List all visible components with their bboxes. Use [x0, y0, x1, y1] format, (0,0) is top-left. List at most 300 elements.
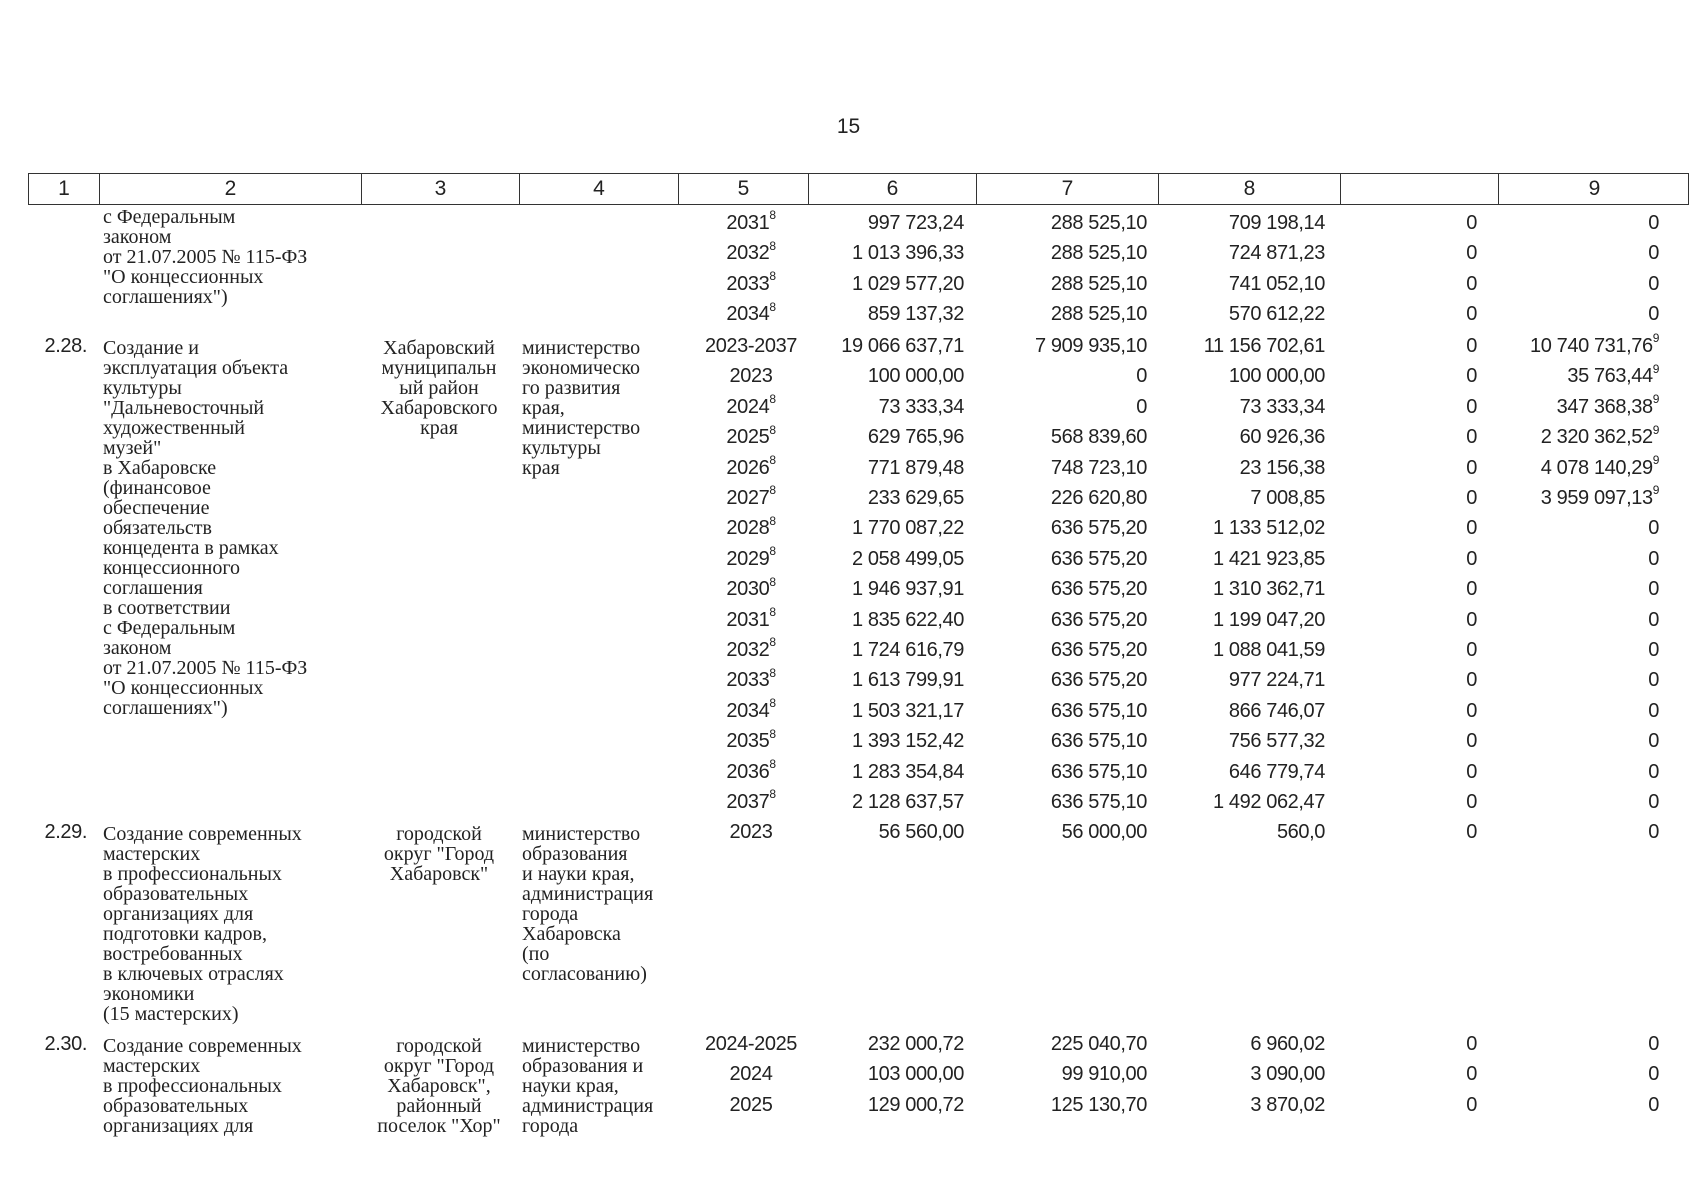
federal-cell-value: 636 575,20: [1050, 547, 1147, 570]
footnote-marker: 8: [769, 238, 776, 253]
footnote-marker: 8: [769, 269, 776, 284]
federal-cell: [990, 396, 1147, 419]
local-cell-value: 0: [1466, 699, 1477, 722]
regional-cell-value: 1 310 362,71: [1213, 578, 1325, 601]
total-cell-value: 859 137,32: [867, 303, 964, 326]
total-cell: [810, 1094, 964, 1117]
location-cell-line: ый район: [399, 377, 479, 399]
year-cell-value: 2032: [726, 242, 770, 265]
table-row: [0, 787, 1697, 821]
year-cell-value: 2031: [726, 212, 770, 234]
total-cell-value: 1 724 616,79: [852, 639, 964, 661]
year-cell: [689, 756, 813, 784]
header-col-7: 7: [976, 174, 1158, 204]
regional-cell: [1170, 609, 1325, 632]
regional-cell-value: 23 156,38: [1239, 456, 1325, 479]
local-cell: [1330, 791, 1477, 814]
description-cell-line: "О концессионных: [103, 677, 264, 699]
location-cell-line: городской: [396, 823, 482, 845]
other-cell-value: 0: [1648, 547, 1659, 570]
location-cell-line: края: [420, 417, 458, 439]
local-cell-value: 0: [1466, 791, 1477, 813]
year-cell-value: 2023-2037: [704, 335, 798, 357]
year-cell-value: 2035: [726, 730, 770, 753]
year-cell: [689, 513, 813, 540]
total-cell-value: 1 503 321,17: [852, 699, 964, 722]
table-row: [0, 238, 1697, 272]
total-cell-value: 997 723,24: [867, 212, 964, 234]
footnote-marker: 8: [769, 208, 776, 223]
footnote-marker: 8: [769, 544, 776, 559]
other-cell: [1490, 273, 1659, 296]
total-cell-value: 771 879,48: [867, 456, 964, 479]
year-cell: [689, 696, 813, 723]
location-cell-line: районный: [396, 1095, 482, 1117]
table-row: [0, 635, 1697, 669]
other-cell: [1490, 361, 1659, 388]
table-row: [0, 452, 1697, 487]
total-cell-value: 129 000,72: [867, 1093, 964, 1116]
total-cell: [810, 1033, 964, 1056]
other-cell: [1490, 242, 1659, 265]
description-cell-line: музей": [103, 437, 162, 459]
regional-cell: [1170, 396, 1325, 419]
regional-cell-value: 11 156 702,61: [1203, 335, 1325, 357]
federal-cell: [990, 1063, 1147, 1086]
table-row: [0, 208, 1697, 242]
federal-cell: [990, 791, 1147, 814]
other-cell: [1490, 392, 1659, 419]
total-cell-value: 56 560,00: [878, 821, 964, 843]
local-cell-value: 0: [1466, 365, 1477, 388]
local-cell-value: 0: [1466, 456, 1477, 479]
footnote-marker: 9: [1652, 392, 1659, 407]
federal-cell-value: 636 575,20: [1050, 608, 1147, 631]
footnote-marker: 9: [1652, 361, 1659, 376]
other-cell: [1490, 1094, 1659, 1117]
description-cell-line: организациях для: [103, 903, 254, 925]
year-cell: [689, 422, 813, 449]
description-cell-line: в профессиональных: [103, 1075, 282, 1097]
federal-cell: [990, 730, 1147, 753]
regional-cell-value: 756 577,32: [1228, 730, 1325, 753]
year-cell-value: 2036: [726, 760, 770, 783]
year-cell: [689, 544, 813, 571]
regional-cell: [1170, 335, 1325, 358]
executor-cell-line: и науки края,: [522, 863, 635, 885]
federal-cell-value: 125 130,70: [1050, 1093, 1147, 1116]
regional-cell-value: 3 870,02: [1250, 1093, 1325, 1116]
footnote-marker: 8: [769, 665, 776, 680]
federal-cell-value: 636 575,20: [1050, 517, 1147, 540]
table-row: [0, 821, 1697, 851]
total-cell: [810, 273, 964, 296]
year-cell-value: 2024: [726, 395, 770, 418]
header-col-3: 3: [361, 174, 519, 204]
federal-cell: [990, 242, 1147, 265]
location-cell-line: Хабаровского: [380, 397, 498, 419]
year-cell: [689, 665, 813, 692]
federal-cell: [990, 487, 1147, 510]
location-cell-line: округ "Город: [383, 843, 495, 865]
year-cell-value: 2027: [726, 487, 770, 509]
regional-cell: [1170, 578, 1325, 601]
other-cell-value: 0: [1648, 1093, 1659, 1116]
local-cell-value: 0: [1466, 517, 1477, 540]
other-cell-value: 0: [1648, 272, 1659, 295]
year-cell: [689, 1033, 813, 1056]
year-cell: [689, 208, 813, 235]
local-cell: [1330, 242, 1477, 265]
description-cell-line: соглашениях"): [103, 286, 228, 308]
other-cell: [1490, 730, 1659, 753]
local-cell: [1330, 700, 1477, 723]
local-cell: [1330, 396, 1477, 419]
regional-cell: [1170, 242, 1325, 265]
total-cell: [810, 730, 964, 753]
local-cell: [1330, 487, 1477, 510]
total-cell: [810, 700, 964, 723]
location-cell-line: муниципальн: [381, 357, 497, 379]
total-cell-value: 1 770 087,22: [852, 517, 964, 540]
year-cell-value: 2031: [726, 608, 770, 631]
year-cell-value: 2023: [729, 821, 773, 843]
local-cell-value: 0: [1466, 1033, 1477, 1055]
description-cell-line: Создание и: [103, 337, 199, 359]
executor-cell-line: министерство: [522, 337, 641, 359]
footnote-marker: 8: [769, 513, 776, 528]
regional-cell: [1170, 303, 1325, 326]
year-cell-value: 2029: [726, 547, 770, 570]
table-row: [0, 544, 1697, 578]
year-cell-value: 2028: [726, 517, 770, 540]
federal-cell: [990, 273, 1147, 296]
description-cell-line: в соответствии: [103, 597, 231, 619]
executor-cell-line: экономическо: [522, 357, 640, 379]
local-cell-value: 0: [1466, 1063, 1477, 1086]
other-cell-value: 0: [1648, 608, 1659, 631]
federal-cell: [990, 548, 1147, 571]
local-cell-value: 0: [1466, 547, 1477, 570]
total-cell: [810, 212, 964, 235]
regional-cell: [1170, 1033, 1325, 1056]
total-cell-value: 2 128 637,57: [852, 791, 964, 813]
total-cell-value: 629 765,96: [867, 426, 964, 449]
federal-cell: [990, 212, 1147, 235]
location-cell-line: округ "Город: [383, 1055, 495, 1077]
executor-cell-line: края: [522, 457, 560, 479]
description-cell-line: обязательств: [103, 517, 212, 539]
local-cell-value: 0: [1466, 242, 1477, 265]
footnote-marker: 8: [769, 483, 776, 498]
description-cell-line: от 21.07.2005 № 115-ФЗ: [103, 657, 308, 679]
description-cell-line: образовательных: [103, 1095, 249, 1117]
local-cell: [1330, 761, 1477, 784]
other-cell: [1490, 791, 1659, 814]
other-cell-value: 4 078 140,29: [1540, 456, 1653, 479]
total-cell-value: 232 000,72: [867, 1033, 964, 1055]
federal-cell-value: 7 909 935,10: [1035, 335, 1147, 357]
total-cell: [810, 242, 964, 265]
header-col-9: 9: [1498, 174, 1690, 204]
total-cell: [810, 669, 964, 692]
executor-cell-line: города: [522, 1115, 579, 1137]
header-col-4: 4: [519, 174, 678, 204]
total-cell: [810, 791, 964, 814]
local-cell: [1330, 517, 1477, 540]
header-col-blank: [1340, 174, 1498, 204]
description-cell-line: законом: [103, 226, 172, 248]
description-cell-line: востребованных: [103, 943, 243, 965]
description-cell-line: мастерских: [103, 1055, 201, 1077]
regional-cell-value: 60 926,36: [1239, 426, 1325, 449]
regional-cell: [1170, 212, 1325, 235]
local-cell-value: 0: [1466, 212, 1477, 234]
regional-cell-value: 7 008,85: [1250, 487, 1325, 509]
regional-cell-value: 709 198,14: [1228, 212, 1325, 234]
description-cell-line: концедента в рамках: [103, 537, 279, 559]
year-cell: [689, 365, 813, 388]
other-cell-value: 0: [1648, 791, 1659, 813]
footnote-marker: 8: [769, 422, 776, 437]
local-cell-value: 0: [1466, 1093, 1477, 1116]
other-cell-value: 0: [1648, 212, 1659, 234]
total-cell-value: 103 000,00: [867, 1063, 964, 1086]
table-row: [0, 422, 1697, 459]
total-cell-value: 19 066 637,71: [841, 335, 964, 357]
regional-cell-value: 570 612,22: [1228, 303, 1325, 326]
total-cell: [810, 303, 964, 326]
federal-cell-value: 636 575,10: [1050, 730, 1147, 753]
table-row: [0, 392, 1697, 426]
year-cell-value: 2024: [729, 1063, 773, 1086]
federal-cell: [990, 639, 1147, 662]
footnote-marker: 9: [1652, 452, 1659, 467]
table-row: [0, 1063, 1697, 1093]
federal-cell: [990, 578, 1147, 601]
federal-cell-value: 288 525,10: [1050, 272, 1147, 295]
executor-cell-line: министерство: [522, 823, 641, 845]
year-cell: [689, 821, 813, 844]
table-row: [0, 574, 1697, 608]
total-cell: [810, 609, 964, 632]
executor-cell-line: образования: [522, 843, 628, 865]
local-cell-value: 0: [1466, 272, 1477, 295]
table-row: [0, 1033, 1697, 1063]
table-row: [0, 696, 1697, 730]
federal-cell-value: 0: [1136, 395, 1147, 418]
other-cell-value: 0: [1648, 1033, 1659, 1055]
local-cell-value: 0: [1466, 730, 1477, 753]
regional-cell: [1170, 821, 1325, 844]
local-cell-value: 0: [1466, 639, 1477, 661]
local-cell: [1330, 212, 1477, 235]
total-cell: [810, 639, 964, 662]
description-cell-line: концессионного: [103, 557, 241, 579]
description-cell-line: с Федеральным: [103, 206, 236, 228]
total-cell: [810, 457, 964, 480]
federal-cell: [990, 821, 1147, 844]
federal-cell-value: 226 620,80: [1050, 487, 1147, 509]
footnote-marker: 8: [769, 635, 776, 650]
table-row: [0, 513, 1697, 547]
regional-cell: [1170, 517, 1325, 540]
regional-cell: [1170, 426, 1325, 449]
federal-cell: [990, 1094, 1147, 1117]
header-col-6: 6: [808, 174, 976, 204]
local-cell-value: 0: [1466, 669, 1477, 692]
executor-cell-line: Хабаровска: [522, 923, 621, 945]
header-col-5: 5: [678, 174, 808, 204]
footnote-marker: 8: [769, 604, 776, 619]
regional-cell: [1170, 761, 1325, 784]
regional-cell: [1170, 700, 1325, 723]
local-cell: [1330, 426, 1477, 449]
description-cell-line: "О концессионных: [103, 266, 264, 288]
total-cell-value: 1 013 396,33: [852, 242, 964, 265]
location-cell-line: Хабаровск",: [387, 1075, 491, 1097]
regional-cell-value: 741 052,10: [1228, 272, 1325, 295]
federal-cell: [990, 365, 1147, 388]
other-cell-value: 0: [1648, 578, 1659, 601]
year-cell-value: 2032: [726, 639, 770, 661]
local-cell-value: 0: [1466, 303, 1477, 326]
year-cell: [689, 574, 813, 601]
total-cell: [810, 335, 964, 358]
local-cell: [1330, 548, 1477, 571]
local-cell: [1330, 639, 1477, 662]
year-cell-value: 2030: [726, 578, 770, 601]
year-cell: [689, 452, 813, 480]
footnote-marker: 9: [1652, 331, 1659, 346]
year-cell-value: 2034: [726, 699, 770, 722]
other-cell-value: 0: [1648, 669, 1659, 692]
federal-cell: [990, 669, 1147, 692]
item-index: 2.29.: [44, 821, 87, 843]
location-cell-line: Хабаровск": [389, 863, 489, 885]
local-cell: [1330, 365, 1477, 388]
year-cell: [689, 635, 813, 662]
other-cell: [1490, 483, 1659, 510]
other-cell: [1490, 761, 1659, 784]
location-cell-line: Хабаровский: [383, 337, 495, 359]
year-cell-value: 2033: [726, 669, 770, 692]
local-cell: [1330, 821, 1477, 844]
other-cell-value: 2 320 362,52: [1540, 426, 1653, 449]
total-cell-value: 1 393 152,42: [852, 730, 964, 753]
local-cell-value: 0: [1466, 487, 1477, 509]
total-cell-value: 73 333,34: [878, 395, 964, 418]
other-cell: [1490, 517, 1659, 540]
table-row: [0, 299, 1697, 333]
regional-cell-value: 1 088 041,59: [1213, 639, 1325, 661]
regional-cell: [1170, 487, 1325, 510]
footnote-marker: 8: [769, 452, 776, 467]
item-index: 2.28.: [44, 335, 87, 357]
local-cell: [1330, 303, 1477, 326]
year-cell: [689, 335, 813, 358]
executor-cell-line: министерство: [522, 417, 641, 439]
description-cell-line: (15 мастерских): [103, 1003, 239, 1025]
other-cell: [1490, 700, 1659, 723]
executor-cell-line: образования и: [522, 1055, 644, 1077]
header-col-1: 1: [58, 177, 70, 200]
federal-cell-value: 0: [1136, 365, 1147, 388]
local-cell: [1330, 273, 1477, 296]
regional-cell-value: 1 421 923,85: [1213, 547, 1325, 570]
federal-cell: [990, 517, 1147, 540]
regional-cell: [1170, 1094, 1325, 1117]
description-cell-line: от 21.07.2005 № 115-ФЗ: [103, 246, 308, 268]
year-cell-value: 2037: [726, 791, 770, 813]
total-cell: [810, 426, 964, 449]
federal-cell-value: 636 575,20: [1050, 639, 1147, 661]
local-cell-value: 0: [1466, 578, 1477, 601]
location-cell-line: поселок "Хор": [377, 1115, 501, 1137]
description-cell-line: образовательных: [103, 883, 249, 905]
other-cell-value: 347 368,38: [1556, 395, 1653, 418]
year-cell: [689, 726, 813, 753]
total-cell: [810, 548, 964, 571]
other-cell: [1490, 452, 1659, 480]
other-cell: [1490, 1033, 1659, 1056]
federal-cell: [990, 426, 1147, 449]
regional-cell-value: 866 746,07: [1228, 699, 1325, 722]
header-col-8: 8: [1158, 174, 1340, 204]
other-cell-value: 0: [1648, 639, 1659, 661]
total-cell: [810, 487, 964, 510]
federal-cell-value: 56 000,00: [1061, 821, 1147, 843]
year-cell-value: 2033: [726, 272, 770, 295]
total-cell-value: 100 000,00: [867, 365, 964, 388]
other-cell-value: 0: [1648, 730, 1659, 753]
federal-cell: [990, 609, 1147, 632]
local-cell: [1330, 578, 1477, 601]
description-cell-line: законом: [103, 637, 172, 659]
federal-cell-value: 636 575,10: [1050, 791, 1147, 813]
description-cell-line: "Дальневосточный: [103, 397, 265, 419]
other-cell: [1490, 669, 1659, 692]
footnote-marker: 8: [769, 392, 776, 407]
other-cell: [1490, 609, 1659, 632]
total-cell-value: 233 629,65: [867, 487, 964, 509]
executor-cell-line: науки края,: [522, 1075, 619, 1097]
total-cell: [810, 365, 964, 388]
description-cell-line: подготовки кадров,: [103, 923, 267, 945]
other-cell: [1490, 331, 1659, 358]
total-cell-value: 1 946 937,91: [852, 578, 964, 601]
description-cell-line: эксплуатация объекта: [103, 357, 289, 379]
description-cell-line: обеспечение: [103, 497, 210, 519]
regional-cell-value: 1 199 047,20: [1213, 608, 1325, 631]
other-cell-value: 0: [1648, 517, 1659, 540]
federal-cell-value: 636 575,20: [1050, 669, 1147, 692]
total-cell: [810, 396, 964, 419]
footnote-marker: 8: [769, 726, 776, 741]
table-header: [28, 173, 1689, 205]
description-cell-line: в профессиональных: [103, 863, 282, 885]
description-cell-line: в ключевых отраслях: [103, 963, 284, 985]
regional-cell: [1170, 791, 1325, 814]
description-cell-line: соглашениях"): [103, 697, 228, 719]
local-cell: [1330, 1063, 1477, 1086]
local-cell: [1330, 457, 1477, 480]
local-cell-value: 0: [1466, 426, 1477, 449]
total-cell: [810, 578, 964, 601]
federal-cell: [990, 303, 1147, 326]
regional-cell: [1170, 1063, 1325, 1086]
local-cell: [1330, 1094, 1477, 1117]
